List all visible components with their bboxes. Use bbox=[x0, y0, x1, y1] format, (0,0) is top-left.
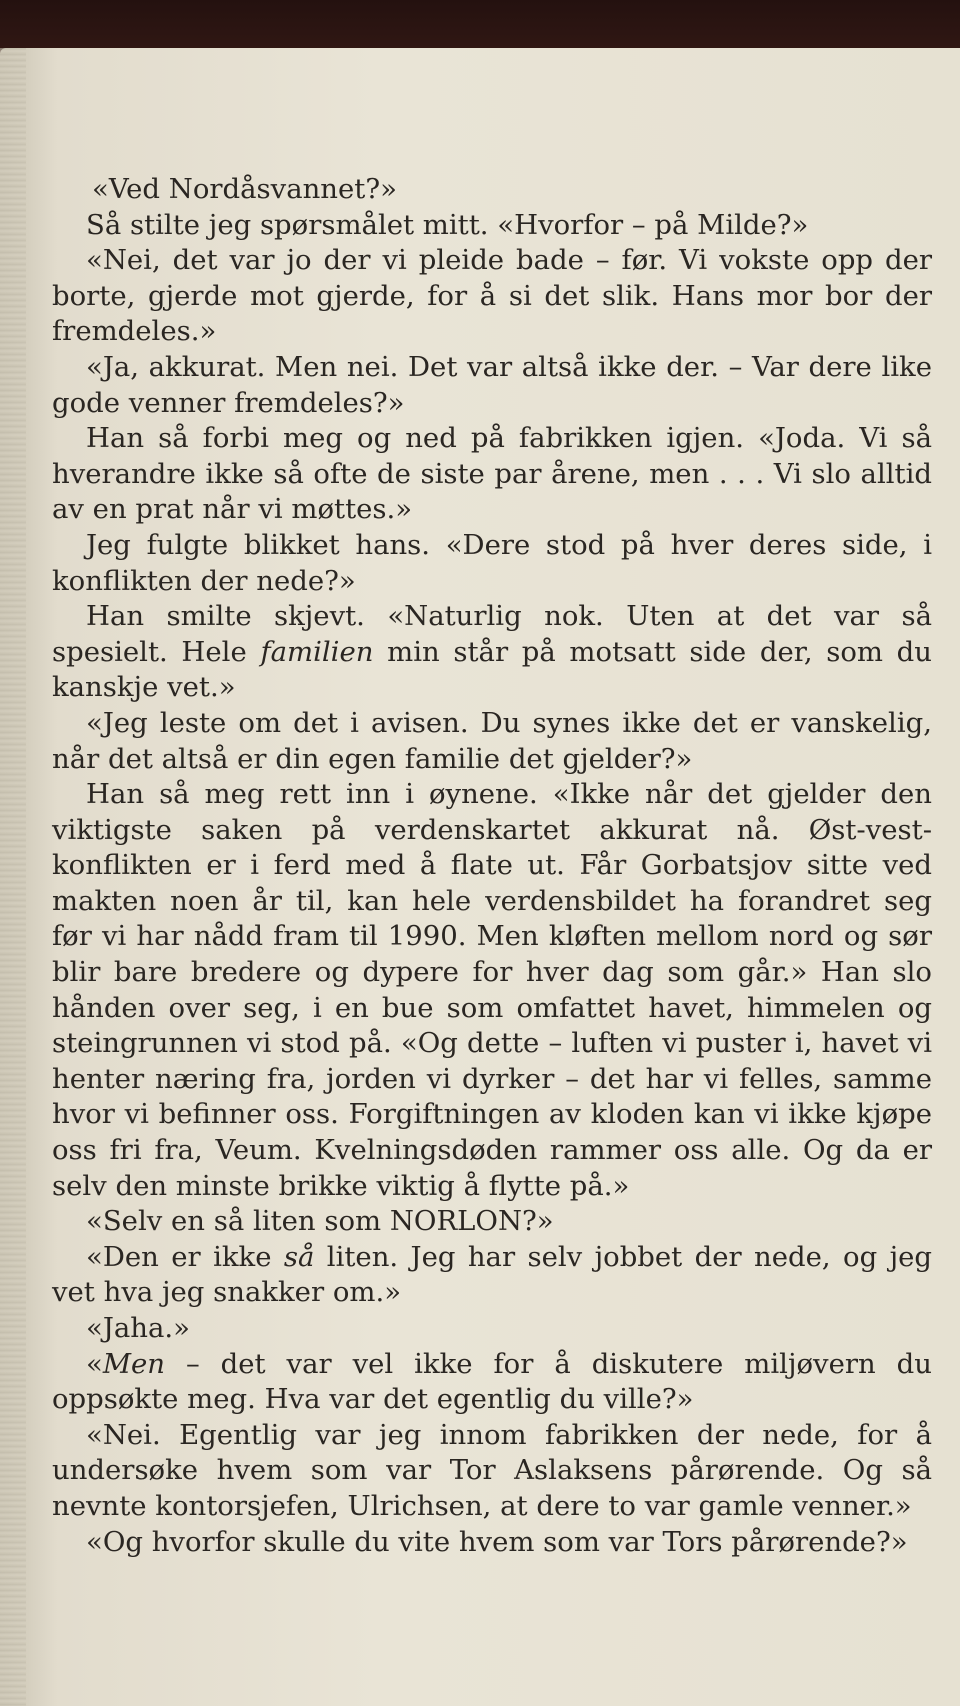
text-segment: liten. Jeg har selv jobbet der nede, og jeg vet hva jeg snakker om.» bbox=[52, 1240, 932, 1309]
text-segment: – det var vel ikke for å diskutere miljøvern du oppsøkte meg. Hva var det egentlig du ville?» bbox=[52, 1347, 932, 1416]
italic-text: så bbox=[283, 1240, 315, 1273]
paragraph bbox=[52, 1347, 932, 1418]
paragraph bbox=[52, 599, 932, 706]
text-segment: Han smilte skjevt. «Naturlig nok. Uten at det var så spesielt. Hele bbox=[52, 600, 932, 668]
paragraph bbox=[52, 208, 932, 244]
paragraph bbox=[52, 1204, 932, 1240]
paragraph bbox=[52, 1311, 932, 1347]
italic-text: Men bbox=[102, 1347, 165, 1380]
text-segment: «Nei, det var jo der vi pleide bade – før. Vi vokste opp der borte, gjerde mot gjerde, for å si det slik. Hans mor bor der fremdeles.» bbox=[52, 244, 932, 348]
text-segment: min står på motsatt side der, som du kanskje vet.» bbox=[52, 635, 932, 704]
text-segment: «Selv en så liten som NORLON?» bbox=[86, 1205, 554, 1238]
text-segment: «Og hvorfor skulle du vite hvem som var Tors pårørende?» bbox=[86, 1525, 908, 1558]
page-edge bbox=[0, 48, 26, 1706]
text-segment: Han så forbi meg og ned på fabrikken igjen. «Joda. Vi så hverandre ikke så ofte de siste par årene, men . . . Vi slo alltid av en prat når vi møttes.» bbox=[52, 422, 932, 526]
paragraph bbox=[52, 1525, 932, 1561]
paragraph bbox=[52, 243, 932, 350]
paragraph bbox=[52, 528, 932, 599]
paragraph bbox=[52, 172, 932, 208]
text-segment: «Nei. Egentlig var jeg innom fabrikken der nede, for å undersøke hvem som var Tor Aslaksens pårørende. Og så nevnte kontorsjefen, Ulrichsen, at dere to var gamle venner.» bbox=[52, 1418, 932, 1522]
text-segment: «Jeg leste om det i avisen. Du synes ikke det er vanskelig, når det altså er din egen familie det gjelder?» bbox=[52, 706, 932, 775]
text-segment: Han så meg rett inn i øynene. «Ikke når det gjelder den viktigste saken på verdenskartet akkurat nå. Øst-vest-konflikten er i ferd med å flate ut. Får Gorbatsjov sitte ved makten noen år til, kan hele verdensbildet ha forandret seg før vi har nådd fram til 1990. Men kløften mellom nord og sør blir bare bredere og dypere for hver dag som går.» Han slo hånden over seg, i en bue som omfattet havet, himmelen og steingrunnen vi stod på. «Og dette – luften vi puster i, havet vi henter næring fra, jorden vi dyrker – det har vi felles, samme hvor vi befinner oss. Forgiftningen av kloden kan vi ikke kjøpe oss fri fra, Veum. Kvelningsdøden rammer oss alle. Og da er selv den minste brikke viktig å flytte på.» bbox=[52, 778, 932, 1202]
paragraph bbox=[52, 421, 932, 528]
paragraph bbox=[52, 706, 932, 777]
text-segment: Jeg fulgte blikket hans. «Dere stod på hver deres side, i konflikten der nede?» bbox=[52, 528, 932, 597]
paragraph bbox=[52, 350, 932, 421]
text-segment: «Jaha.» bbox=[86, 1312, 190, 1344]
text-segment: «Den er ikke bbox=[86, 1240, 284, 1273]
text-segment: «Ja, akkurat. Men nei. Det var altså ikke der. – Var dere like gode venner fremdeles?» bbox=[52, 350, 932, 419]
paragraph bbox=[52, 1240, 932, 1311]
text-segment: « bbox=[86, 1347, 103, 1380]
italic-text: familien bbox=[260, 635, 374, 668]
text-segment: Så stilte jeg spørsmålet mitt. «Hvorfor – på Milde?» bbox=[86, 208, 809, 241]
page-text bbox=[52, 172, 932, 1560]
paragraph bbox=[52, 1418, 932, 1525]
text-segment: «Ved Nordåsvannet?» bbox=[92, 173, 397, 205]
paragraph bbox=[52, 777, 932, 1204]
